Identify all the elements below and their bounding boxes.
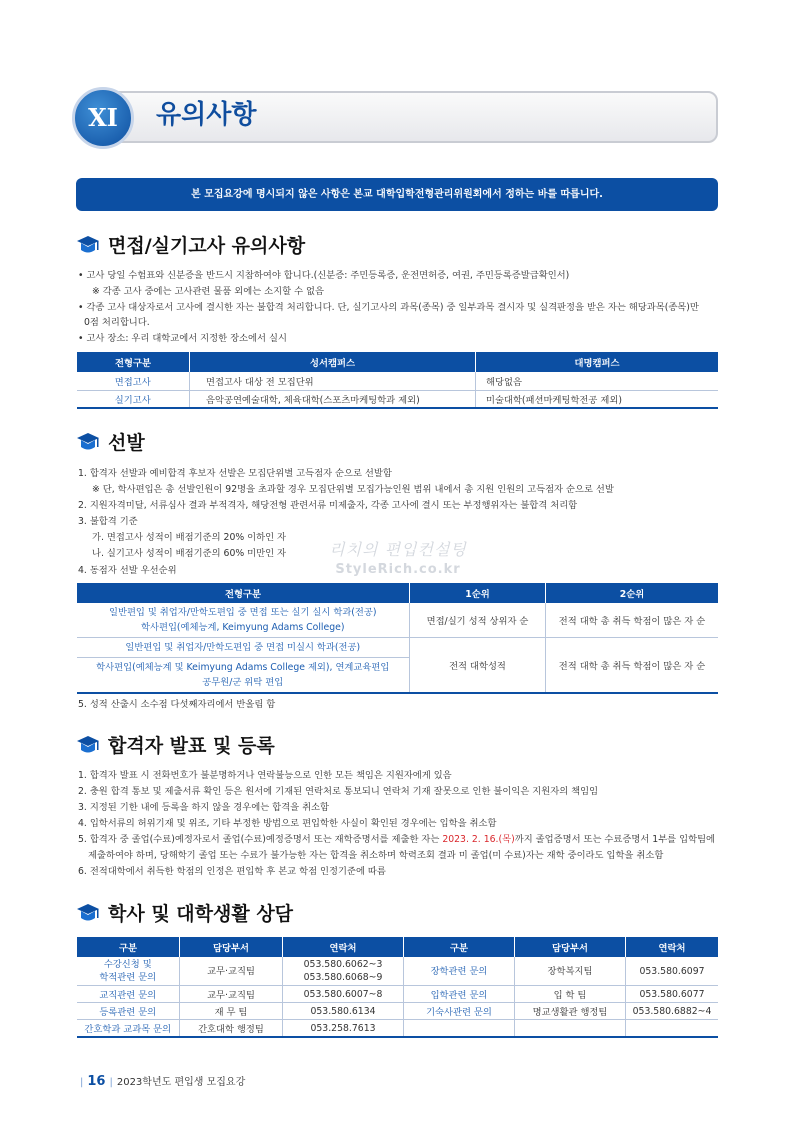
table-cell: 053.580.6882~4 <box>626 1003 719 1020</box>
table-header: 연락처 <box>626 937 719 957</box>
text-line: ※ 단, 학사편입은 총 선발인원이 92명을 초과할 경우 모집단위별 모집가능인원 범위 내에서 총 지원 인원의 고득점자 순으로 선발 <box>92 484 614 495</box>
page-footer <box>76 1073 245 1089</box>
page-number: 16 <box>87 1074 106 1089</box>
watermark <box>318 537 478 577</box>
table-cell: 입 학 팀 <box>515 986 626 1003</box>
notice-banner: 본 모집요강에 명시되지 않은 사항은 본교 대학입학전형관리위원회에서 정하는 바를 따릅니다. <box>76 178 718 211</box>
footer-text: 2023학년도 편입생 모집요강 <box>116 1077 246 1088</box>
table-cell: 053.580.6077 <box>626 986 719 1003</box>
table-cell: 전적 대학 총 취득 학점이 많은 자 순 <box>546 638 719 694</box>
table-header: 연락처 <box>283 937 404 957</box>
text-line <box>78 832 715 847</box>
table-header: 성서캠퍼스 <box>190 352 476 372</box>
section-title: 면접/실기고사 유의사항 <box>108 235 306 257</box>
table-header: 전형구분 <box>77 352 190 372</box>
table-row <box>77 1003 719 1020</box>
table-cell: 053.580.6007~8 <box>283 986 404 1003</box>
cell-line: 공무원/군 위탁 편입 <box>202 677 284 688</box>
text-line: • 각종 고사 대상자로서 고사에 결시한 자는 불합격 처리합니다. 단, 실기고사의 과목(종목) 중 일부과목 결시자 및 실격판정을 받은 자는 해당과목(종목)만 <box>78 302 699 313</box>
graduation-cap-icon <box>76 235 100 257</box>
text-line: 3. 지정된 기한 내에 등록을 하지 않을 경우에는 합격을 취소함 <box>78 802 330 813</box>
text-line: 가. 면접고사 성적이 배점기준의 20% 이하인 자 <box>92 532 287 543</box>
table-cell: 간호학과 교과목 문의 <box>77 1020 180 1038</box>
table-row <box>77 638 719 694</box>
text-line: • 고사 장소: 우리 대학교에서 지정한 장소에서 실시 <box>78 333 287 344</box>
chapter-title: 유의사항 <box>156 100 257 130</box>
text-line: 2. 지원자격미달, 서류심사 결과 부적격자, 해당전형 관련서류 미제출자, 각종 고사에 결시 또는 부정행위자는 불합격 처리함 <box>78 500 578 511</box>
table-cell: 053.580.6062~3 053.580.6068~9 <box>283 957 404 986</box>
text-line: 나. 실기고사 성적이 배점기준의 60% 미만인 자 <box>92 548 287 559</box>
table-cell: 수강신청 및 학적관련 문의 <box>77 957 180 986</box>
table-cell: 명교생활관 행정팀 <box>515 1003 626 1020</box>
contact-table <box>76 937 718 1038</box>
table-cell: 전적 대학성적 <box>410 638 546 694</box>
text-line: 제출하여야 하며, 당해학기 졸업 또는 수료가 불가능한 자는 합격을 취소하며 학력조회 결과 미 졸업(미 수료)자는 재학 중이라도 입학을 취소함 <box>88 850 664 861</box>
table-cell <box>77 603 410 638</box>
graduation-cap-icon <box>76 903 100 925</box>
footer-divider: | <box>109 1077 113 1088</box>
table-header: 2순위 <box>546 583 719 603</box>
table-cell: 간호대학 행정팀 <box>180 1020 283 1038</box>
text-line: 5. 성적 산출시 소수점 다섯째자리에서 반올림 함 <box>78 699 276 710</box>
chapter-header <box>72 89 718 143</box>
footer-divider: | <box>80 1077 84 1088</box>
text-line: 3. 불합격 기준 <box>78 516 138 527</box>
text-line: 1. 합격자 선발과 예비합격 후보자 선발은 모집단위별 고득점자 순으로 선발함 <box>78 468 392 479</box>
table-cell: 053.258.7613 <box>283 1020 404 1038</box>
table-cell: 면접/실기 성적 상위자 순 <box>410 603 546 638</box>
text-line: 0점 처리합니다. <box>84 317 150 328</box>
chapter-number: XI <box>72 87 134 149</box>
table-header: 구분 <box>77 937 180 957</box>
cell-line: 학사편입(예체능계 및 Keimyung Adams College 제외), 연계교육편입 <box>96 662 390 673</box>
table-cell <box>77 638 410 694</box>
table-cell <box>515 1020 626 1038</box>
table-cell: 면접고사 <box>77 372 190 390</box>
table-row <box>77 390 719 408</box>
table-header: 1순위 <box>410 583 546 603</box>
table-cell <box>404 1020 515 1038</box>
table-header: 대명캠퍼스 <box>476 352 719 372</box>
cell-line: 일반편입 및 취업자/만학도편입 중 면접 또는 실기 실시 학과(전공) <box>108 607 377 618</box>
deadline-date: 2023. 2. 16.(목) <box>442 834 515 845</box>
tiebreak-table <box>76 583 718 694</box>
table-cell <box>626 1020 719 1038</box>
text-line: ※ 각종 고사 중에는 고사관련 물품 외에는 소지할 수 없음 <box>92 286 324 297</box>
table-cell: 교무·교직팀 <box>180 957 283 986</box>
graduation-cap-icon <box>76 432 100 454</box>
table-cell: 재 무 팀 <box>180 1003 283 1020</box>
table-cell: 입학관련 문의 <box>404 986 515 1003</box>
table-cell: 기숙사관련 문의 <box>404 1003 515 1020</box>
cell-line: 학사편입(예체능계, Keimyung Adams College) <box>141 622 345 633</box>
table-header: 담당부서 <box>180 937 283 957</box>
table-row <box>77 372 719 390</box>
table-cell: 장학관련 문의 <box>404 957 515 986</box>
table-header: 담당부서 <box>515 937 626 957</box>
section-title: 합격자 발표 및 등록 <box>108 735 275 757</box>
table-header: 구분 <box>404 937 515 957</box>
table-cell: 음악공연예술대학, 체육대학(스포츠마케팅학과 제외) <box>190 390 476 408</box>
watermark-korean: 리치의 편입컨설팅 <box>329 540 467 559</box>
text-line: • 고사 당일 수험표와 신분증을 반드시 지참하여야 합니다.(신분증: 주민등록증, 운전면허증, 여권, 주민등록증발급확인서) <box>78 270 570 281</box>
watermark-english: StyleRich.co.kr <box>335 562 461 577</box>
table-cell: 등록관련 문의 <box>77 1003 180 1020</box>
section-title: 학사 및 대학생활 상담 <box>108 903 294 925</box>
text-span: 까지 졸업증명서 또는 수료증명서 1부를 입학팀에 <box>514 834 716 845</box>
text-line: 1. 합격자 발표 시 전화번호가 불분명하거나 연락불능으로 인한 모든 책임은 지원자에게 있음 <box>78 770 452 781</box>
text-span: 5. 합격자 중 졸업(수료)예정자로서 졸업(수료)예정증명서 또는 재학증명서를 제출한 자는 <box>78 834 443 845</box>
table-cell: 장학복지팀 <box>515 957 626 986</box>
table-header: 전형구분 <box>77 583 410 603</box>
table-cell: 053.580.6134 <box>283 1003 404 1020</box>
table-cell: 면접고사 대상 전 모집단위 <box>190 372 476 390</box>
table-cell: 전적 대학 총 취득 학점이 많은 자 순 <box>546 603 719 638</box>
table-row <box>77 1020 719 1038</box>
table-cell: 실기고사 <box>77 390 190 408</box>
table-cell: 교직관련 문의 <box>77 986 180 1003</box>
table-cell: 교무·교직팀 <box>180 986 283 1003</box>
graduation-cap-icon <box>76 735 100 757</box>
cell-line: 일반편입 및 취업자/만학도편입 중 면접 미실시 학과(전공) <box>77 638 410 658</box>
text-line: 4. 동점자 선발 우선순위 <box>78 565 177 576</box>
table-cell: 미술대학(패션마케팅학전공 제외) <box>476 390 719 408</box>
section-title: 선발 <box>108 432 145 454</box>
table-cell: 해당없음 <box>476 372 719 390</box>
text-line: 4. 입학서류의 허위기재 및 위조, 기타 부정한 방법으로 편입학한 사실이 확인된 경우에는 입학을 취소함 <box>78 818 497 829</box>
table-row <box>77 957 719 986</box>
text-line: 6. 전적대학에서 취득한 학점의 인정은 편입학 후 본교 학점 인정기준에 따름 <box>78 866 386 877</box>
table-cell: 053.580.6097 <box>626 957 719 986</box>
table-row <box>77 986 719 1003</box>
text-line: 2. 충원 합격 통보 및 제출서류 확인 등은 원서에 기재된 연락처로 통보되니 연락처 기재 잘못으로 인한 불이익은 지원자의 책임임 <box>78 786 599 797</box>
table-row <box>77 603 719 638</box>
interview-table <box>76 352 718 409</box>
